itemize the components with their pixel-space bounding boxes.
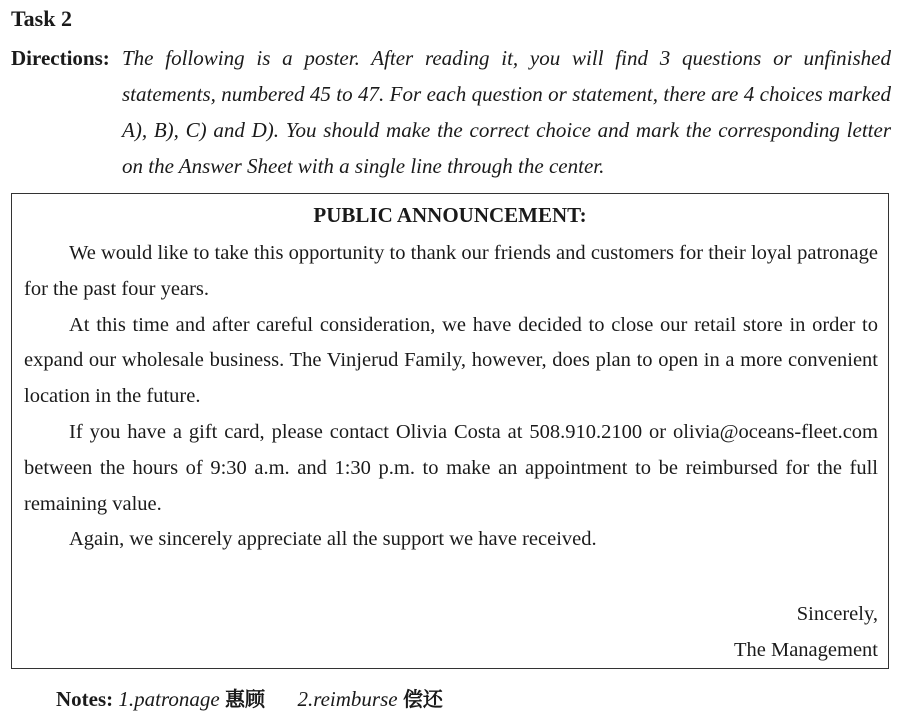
poster-closing: Sincerely, <box>796 603 878 625</box>
note-term: 2.reimburse <box>297 687 398 711</box>
notes <box>56 684 443 714</box>
poster-signature: The Management <box>733 639 878 661</box>
directions-block <box>11 40 891 184</box>
poster-body <box>24 236 878 558</box>
poster-paragraph: We would like to take this opportunity to thank our friends and customers for their loyal patronage for the past four years. <box>24 242 878 300</box>
note-term: 1.patronage <box>118 687 220 711</box>
poster-box <box>11 193 889 669</box>
directions-label: Directions: <box>11 46 110 70</box>
poster-closing-block <box>734 596 878 668</box>
note-definition: 惠顾 <box>224 687 265 711</box>
note-definition: 偿还 <box>402 687 443 711</box>
poster-heading: PUBLIC ANNOUNCEMENT: <box>313 203 587 227</box>
notes-label: Notes: <box>56 687 114 711</box>
poster-paragraph: If you have a gift card, please contact Olivia Costa at 508.910.2100 or olivia@oceans-fleet.com between the hours of 9:30 a.m. and 1:30 p.m. to make an appointment to be reimbursed for the full remaining value. <box>24 420 878 515</box>
directions-text: The following is a poster. After reading it, you will find 3 questions or unfinished statements, numbered 45 to 47. For each question or statement, there are 4 choices marked A), B), C) and D). You should make the correct choice and mark the corresponding letter on the Answer Sheet with a single line through the center. <box>122 46 891 178</box>
task-title: Task 2 <box>11 6 72 31</box>
poster-paragraph: At this time and after careful consideration, we have decided to close our retail store in order to expand our wholesale business. The Vinjerud Family, however, does plan to open in a more convenient location in the future. <box>24 313 878 408</box>
poster-paragraph: Again, we sincerely appreciate all the support we have received. <box>69 528 597 551</box>
